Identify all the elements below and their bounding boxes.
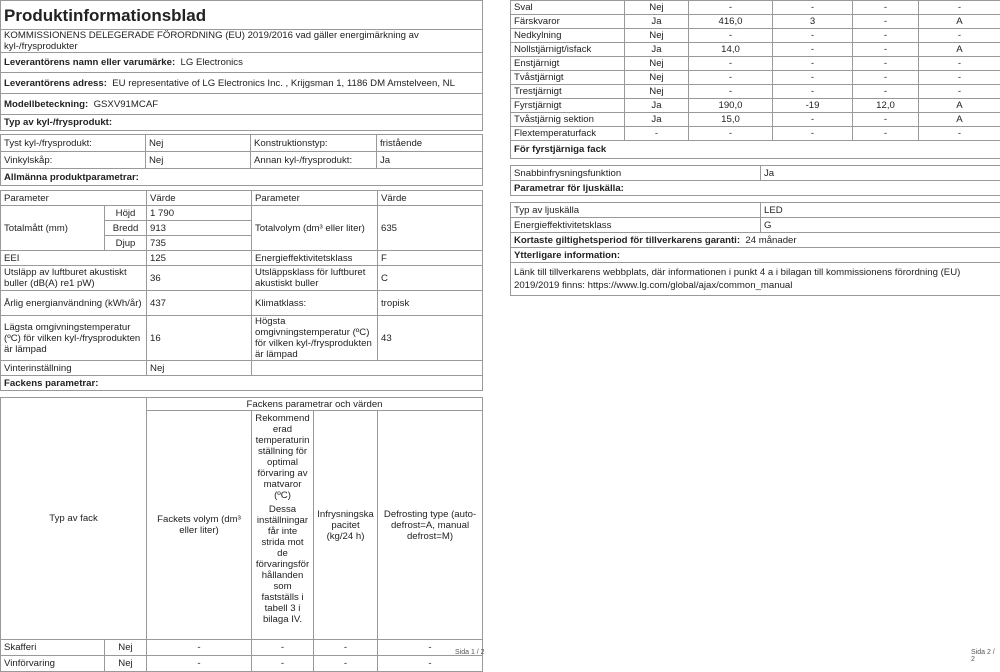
row-volume: - bbox=[147, 640, 252, 656]
fast-freeze-value: Ja bbox=[761, 166, 1000, 181]
page-number-2: Sida 2 / 2 bbox=[971, 649, 1000, 663]
row-name: Trestjärnigt bbox=[511, 85, 625, 99]
energy-label: Årlig energianvändning (kWh/år) bbox=[1, 291, 147, 316]
row-temp: - bbox=[773, 1, 853, 15]
warranty-row bbox=[511, 233, 1000, 248]
general-table bbox=[0, 190, 483, 391]
wine-label: Vinkylskåp: bbox=[1, 152, 146, 169]
design-label: Konstruktionstyp: bbox=[251, 135, 377, 152]
comp-temp-header-1: Rekommenderad temperaturinställning för optimal förvaring av matvaror (ºC) bbox=[255, 413, 310, 501]
row-volume: - bbox=[147, 656, 252, 672]
header-table bbox=[0, 0, 483, 131]
row-volume: 14,0 bbox=[689, 43, 773, 57]
row-capacity: - bbox=[853, 1, 919, 15]
row-capacity: - bbox=[853, 29, 919, 43]
winter-empty bbox=[252, 361, 483, 376]
quiet-value: Nej bbox=[146, 135, 251, 152]
noise-class-value: C bbox=[378, 266, 483, 291]
row-temp: 3 bbox=[773, 15, 853, 29]
eei-label: EEI bbox=[1, 251, 147, 266]
fast-freeze-label: Snabbinfrysningsfunktion bbox=[511, 166, 761, 181]
row-defrost: - bbox=[919, 57, 1000, 71]
row-capacity: - bbox=[314, 656, 378, 672]
winter-label: Vinterinställning bbox=[1, 361, 147, 376]
volume-value: 635 bbox=[378, 206, 483, 251]
row-defrost: - bbox=[919, 127, 1000, 141]
row-name: Färskvaror bbox=[511, 15, 625, 29]
row-temp: - bbox=[773, 113, 853, 127]
comp-group-header: Fackens parametrar och värden bbox=[147, 398, 483, 411]
row-capacity: - bbox=[314, 640, 378, 656]
table-row bbox=[511, 15, 1000, 29]
row-name: Flextemperaturfack bbox=[511, 127, 625, 141]
col-param2: Parameter bbox=[252, 191, 378, 206]
row-volume: 190,0 bbox=[689, 99, 773, 113]
light-class-value: G bbox=[761, 218, 1000, 233]
page-1 bbox=[0, 0, 490, 657]
row-name: Nollstjärnigt/isfack bbox=[511, 43, 625, 57]
row-present: - bbox=[625, 127, 689, 141]
row-defrost: A bbox=[919, 15, 1000, 29]
row-name: Vinförvaring bbox=[1, 656, 105, 672]
page-number-1: Sida 1 / 2 bbox=[455, 649, 485, 656]
row-name: Skafferi bbox=[1, 640, 105, 656]
col-param: Parameter bbox=[1, 191, 147, 206]
max-temp-value: 43 bbox=[378, 316, 483, 361]
row-defrost: A bbox=[919, 43, 1000, 57]
four-star-heading: För fyrstjärniga fack bbox=[511, 141, 1000, 159]
row-defrost: - bbox=[919, 1, 1000, 15]
light-type-label: Typ av ljuskälla bbox=[511, 203, 761, 218]
comp-defrost-header: Defrosting type (auto-defrost=A, manual defrost=M) bbox=[378, 411, 483, 640]
row-name: Tvåstjärnigt bbox=[511, 71, 625, 85]
document-title: Produktinformationsblad bbox=[1, 1, 483, 30]
min-temp-label: Lägsta omgivningstemperatur (ºC) för vilken kyl-/frysprodukten är lämpad bbox=[1, 316, 147, 361]
row-temp: - bbox=[773, 57, 853, 71]
row-volume: - bbox=[689, 71, 773, 85]
row-volume: - bbox=[689, 29, 773, 43]
row-present: Nej bbox=[625, 29, 689, 43]
row-temp: - bbox=[773, 85, 853, 99]
other-value: Ja bbox=[377, 152, 483, 169]
row-temp: - bbox=[252, 640, 314, 656]
light-heading: Parametrar för ljuskälla: bbox=[511, 181, 1000, 196]
climate-value: tropisk bbox=[378, 291, 483, 316]
light-class-label: Energieffektivitetsklass bbox=[511, 218, 761, 233]
table-row bbox=[511, 127, 1000, 141]
quiet-label: Tyst kyl-/frysprodukt: bbox=[1, 135, 146, 152]
address-label: Leverantörens adress: bbox=[4, 78, 107, 89]
row-volume: 416,0 bbox=[689, 15, 773, 29]
row-defrost: - bbox=[378, 656, 483, 672]
additional-text: Länk till tillverkarens webbplats, där informationen i punkt 4 a i bilagan till kommissionens förordning (EU) 2019/2019 finns: https://www.lg.com/global/ajax/common_manual bbox=[511, 263, 1000, 296]
address-row bbox=[1, 73, 483, 94]
warranty-label: Kortaste giltighetsperiod för tillverkarens garanti: bbox=[514, 235, 740, 246]
model-row bbox=[1, 94, 483, 115]
row-name: Enstjärnigt bbox=[511, 57, 625, 71]
eclass-label: Energieffektivitetsklass bbox=[252, 251, 378, 266]
table-row bbox=[511, 99, 1000, 113]
warranty-value: 24 månader bbox=[745, 235, 796, 246]
row-present: Nej bbox=[625, 85, 689, 99]
col-value2: Värde bbox=[378, 191, 483, 206]
page-2 bbox=[510, 0, 1000, 657]
row-temp: - bbox=[773, 43, 853, 57]
general-heading: Allmänna produktparametrar: bbox=[1, 169, 483, 186]
compartment-table-continued bbox=[510, 0, 1000, 159]
noise-value: 36 bbox=[147, 266, 252, 291]
row-present: Ja bbox=[625, 43, 689, 57]
regulation-text: KOMMISSIONENS DELEGERADE FÖRORDNING (EU) 2019/2016 vad gäller energimärkning av kyl-/frysprodukter bbox=[1, 30, 483, 53]
row-name: Nedkylning bbox=[511, 29, 625, 43]
row-capacity: - bbox=[853, 113, 919, 127]
light-table bbox=[510, 165, 1000, 196]
model-value: GSXV91MCAF bbox=[94, 99, 159, 110]
row-defrost: - bbox=[919, 85, 1000, 99]
light-params-table bbox=[510, 202, 1000, 296]
energy-value: 437 bbox=[147, 291, 252, 316]
comp-volume-header: Fackets volym (dm³ eller liter) bbox=[147, 411, 252, 640]
row-capacity: - bbox=[853, 85, 919, 99]
row-name: Fyrstjärnigt bbox=[511, 99, 625, 113]
type-table bbox=[0, 134, 483, 186]
row-temp: -19 bbox=[773, 99, 853, 113]
eclass-value: F bbox=[378, 251, 483, 266]
table-row bbox=[511, 71, 1000, 85]
noise-label: Utsläpp av luftburet akustiskt buller (dB(A) re1 pW) bbox=[1, 266, 147, 291]
table-row bbox=[511, 1, 1000, 15]
row-capacity: - bbox=[853, 127, 919, 141]
row-defrost: A bbox=[919, 113, 1000, 127]
row-capacity: - bbox=[853, 15, 919, 29]
light-type-value: LED bbox=[761, 203, 1000, 218]
additional-heading: Ytterligare information: bbox=[511, 248, 1000, 263]
row-volume: - bbox=[689, 85, 773, 99]
height-label: Höjd bbox=[105, 206, 147, 221]
row-present: Nej bbox=[105, 656, 147, 672]
compartment-table bbox=[0, 397, 483, 672]
row-defrost: - bbox=[919, 29, 1000, 43]
row-temp: - bbox=[773, 127, 853, 141]
design-value: fristående bbox=[377, 135, 483, 152]
col-value: Värde bbox=[147, 191, 252, 206]
row-present: Ja bbox=[625, 15, 689, 29]
winter-value: Nej bbox=[147, 361, 252, 376]
table-row bbox=[1, 656, 483, 672]
volume-label: Totalvolym (dm³ eller liter) bbox=[252, 206, 378, 251]
dims-label: Totalmått (mm) bbox=[1, 206, 105, 251]
address-value: EU representative of LG Electronics Inc. , Krijgsman 1, 1186 DM Amstelveen, NL bbox=[112, 78, 455, 89]
table-row bbox=[1, 640, 483, 656]
row-defrost: - bbox=[378, 640, 483, 656]
row-present: Ja bbox=[625, 99, 689, 113]
row-present: Nej bbox=[625, 1, 689, 15]
table-row bbox=[511, 29, 1000, 43]
row-defrost: A bbox=[919, 99, 1000, 113]
row-present: Ja bbox=[625, 113, 689, 127]
width-value: 913 bbox=[147, 221, 252, 236]
eei-value: 125 bbox=[147, 251, 252, 266]
height-value: 1 790 bbox=[147, 206, 252, 221]
row-present: Nej bbox=[625, 71, 689, 85]
supplier-row bbox=[1, 53, 483, 73]
type-heading: Typ av kyl-/frysprodukt: bbox=[1, 115, 483, 131]
depth-value: 735 bbox=[147, 236, 252, 251]
comp-temp-header bbox=[252, 411, 314, 640]
supplier-value: LG Electronics bbox=[181, 57, 243, 68]
row-defrost: - bbox=[919, 71, 1000, 85]
row-volume: - bbox=[689, 57, 773, 71]
noise-class-label: Utsläppsklass för luftburet akustiskt buller bbox=[252, 266, 378, 291]
model-label: Modellbeteckning: bbox=[4, 99, 88, 110]
climate-label: Klimatklass: bbox=[252, 291, 378, 316]
row-volume: - bbox=[689, 1, 773, 15]
depth-label: Djup bbox=[105, 236, 147, 251]
row-capacity: - bbox=[853, 43, 919, 57]
row-name: Sval bbox=[511, 1, 625, 15]
table-row bbox=[511, 57, 1000, 71]
table-row bbox=[511, 85, 1000, 99]
comp-type-header: Typ av fack bbox=[1, 398, 147, 640]
max-temp-label: Högsta omgivningstemperatur (ºC) för vilken kyl-/frysprodukten är lämpad bbox=[252, 316, 378, 361]
row-present: Nej bbox=[105, 640, 147, 656]
width-label: Bredd bbox=[105, 221, 147, 236]
comp-capacity-header: Infrysningskapacitet (kg/24 h) bbox=[314, 411, 378, 640]
wine-value: Nej bbox=[146, 152, 251, 169]
row-temp: - bbox=[773, 29, 853, 43]
comp-temp-header-2: Dessa inställningar får inte strida mot de förvaringsförhållanden som fastställs i tabell 3 i bilaga IV. bbox=[255, 504, 310, 625]
row-capacity: - bbox=[853, 71, 919, 85]
supplier-label: Leverantörens namn eller varumärke: bbox=[4, 57, 175, 68]
row-volume: - bbox=[689, 127, 773, 141]
row-name: Tvåstjärnig sektion bbox=[511, 113, 625, 127]
table-row bbox=[511, 43, 1000, 57]
comp-heading: Fackens parametrar: bbox=[1, 376, 483, 391]
min-temp-value: 16 bbox=[147, 316, 252, 361]
row-capacity: - bbox=[853, 57, 919, 71]
row-temp: - bbox=[773, 71, 853, 85]
row-temp: - bbox=[252, 656, 314, 672]
row-capacity: 12,0 bbox=[853, 99, 919, 113]
other-label: Annan kyl-/frysprodukt: bbox=[251, 152, 377, 169]
row-volume: 15,0 bbox=[689, 113, 773, 127]
row-present: Nej bbox=[625, 57, 689, 71]
table-row bbox=[511, 113, 1000, 127]
